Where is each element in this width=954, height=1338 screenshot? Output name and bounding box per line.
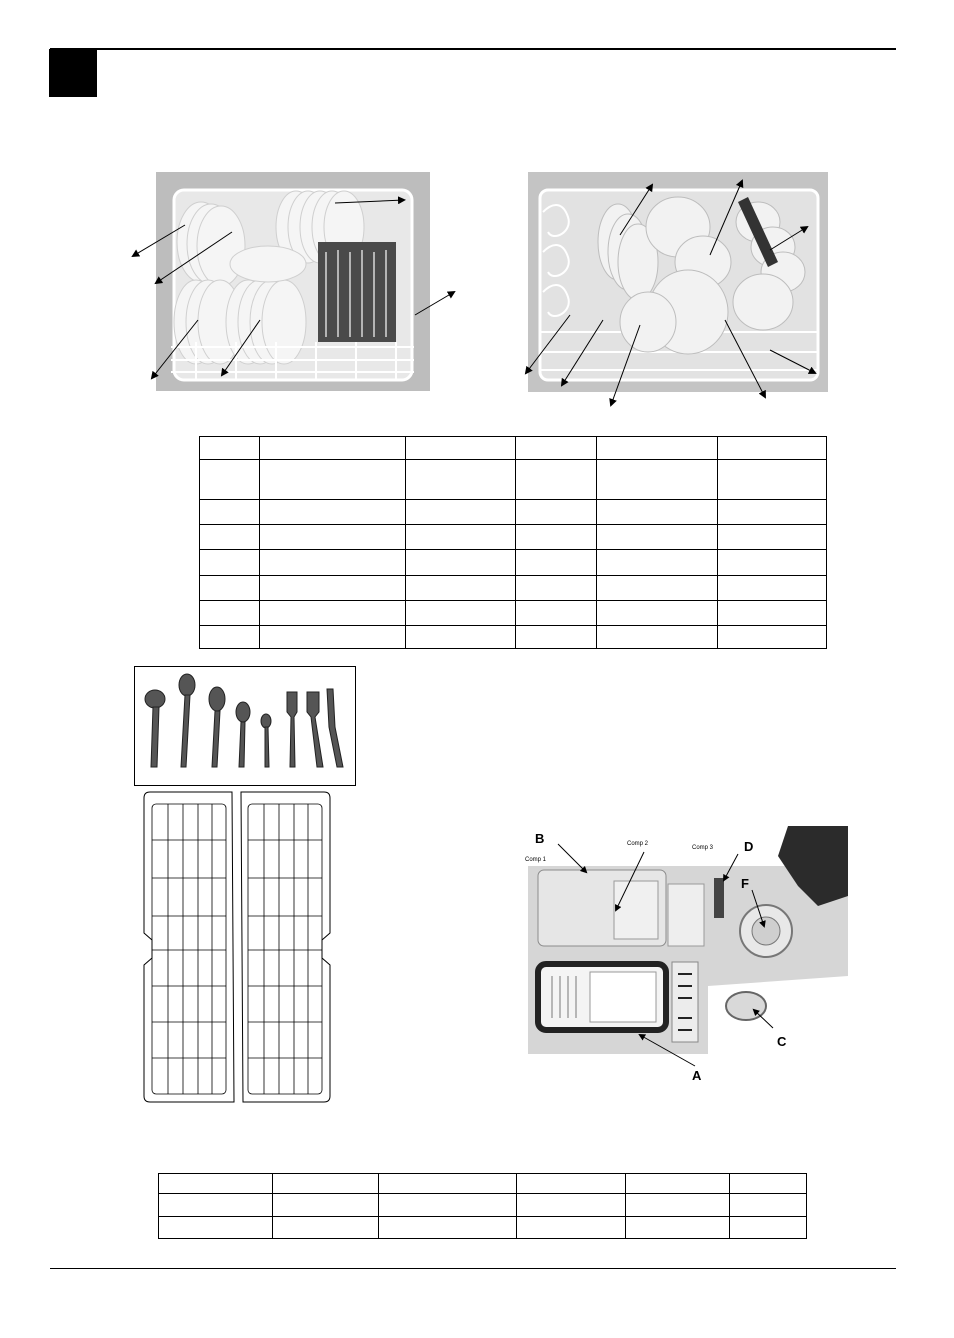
table-row (200, 437, 827, 460)
table-row (159, 1217, 807, 1239)
table-row (200, 525, 827, 550)
section-marker-block (49, 49, 97, 97)
cutlery-figure (134, 666, 356, 786)
dispenser-label-a: A (692, 1068, 702, 1083)
table-row (200, 576, 827, 601)
upper-basket-arrows (515, 175, 845, 410)
dispenser-label-d: D (744, 839, 754, 854)
table-row (159, 1174, 807, 1194)
header-rule (50, 48, 896, 50)
dispenser-label-f: F (741, 876, 749, 891)
loading-table (199, 436, 827, 649)
table-row (159, 1194, 807, 1217)
table-row (200, 626, 827, 649)
dispenser-label-comp3: Comp 3 (692, 845, 714, 851)
table-row (200, 500, 827, 525)
dispenser-label-comp2: Comp 2 (627, 841, 649, 847)
table-row (200, 601, 827, 626)
cutlery-basket-figure (140, 790, 335, 1105)
table-row (200, 550, 827, 576)
table-row (200, 460, 827, 500)
dispenser-arrows (520, 830, 820, 1090)
footer-rule (50, 1268, 896, 1269)
dosage-table (158, 1173, 807, 1239)
dispenser-label-comp1: Comp 1 (525, 857, 547, 863)
dispenser-label-c: C (777, 1034, 787, 1049)
lower-basket-arrows (120, 180, 470, 390)
dispenser-label-b: B (535, 831, 545, 846)
